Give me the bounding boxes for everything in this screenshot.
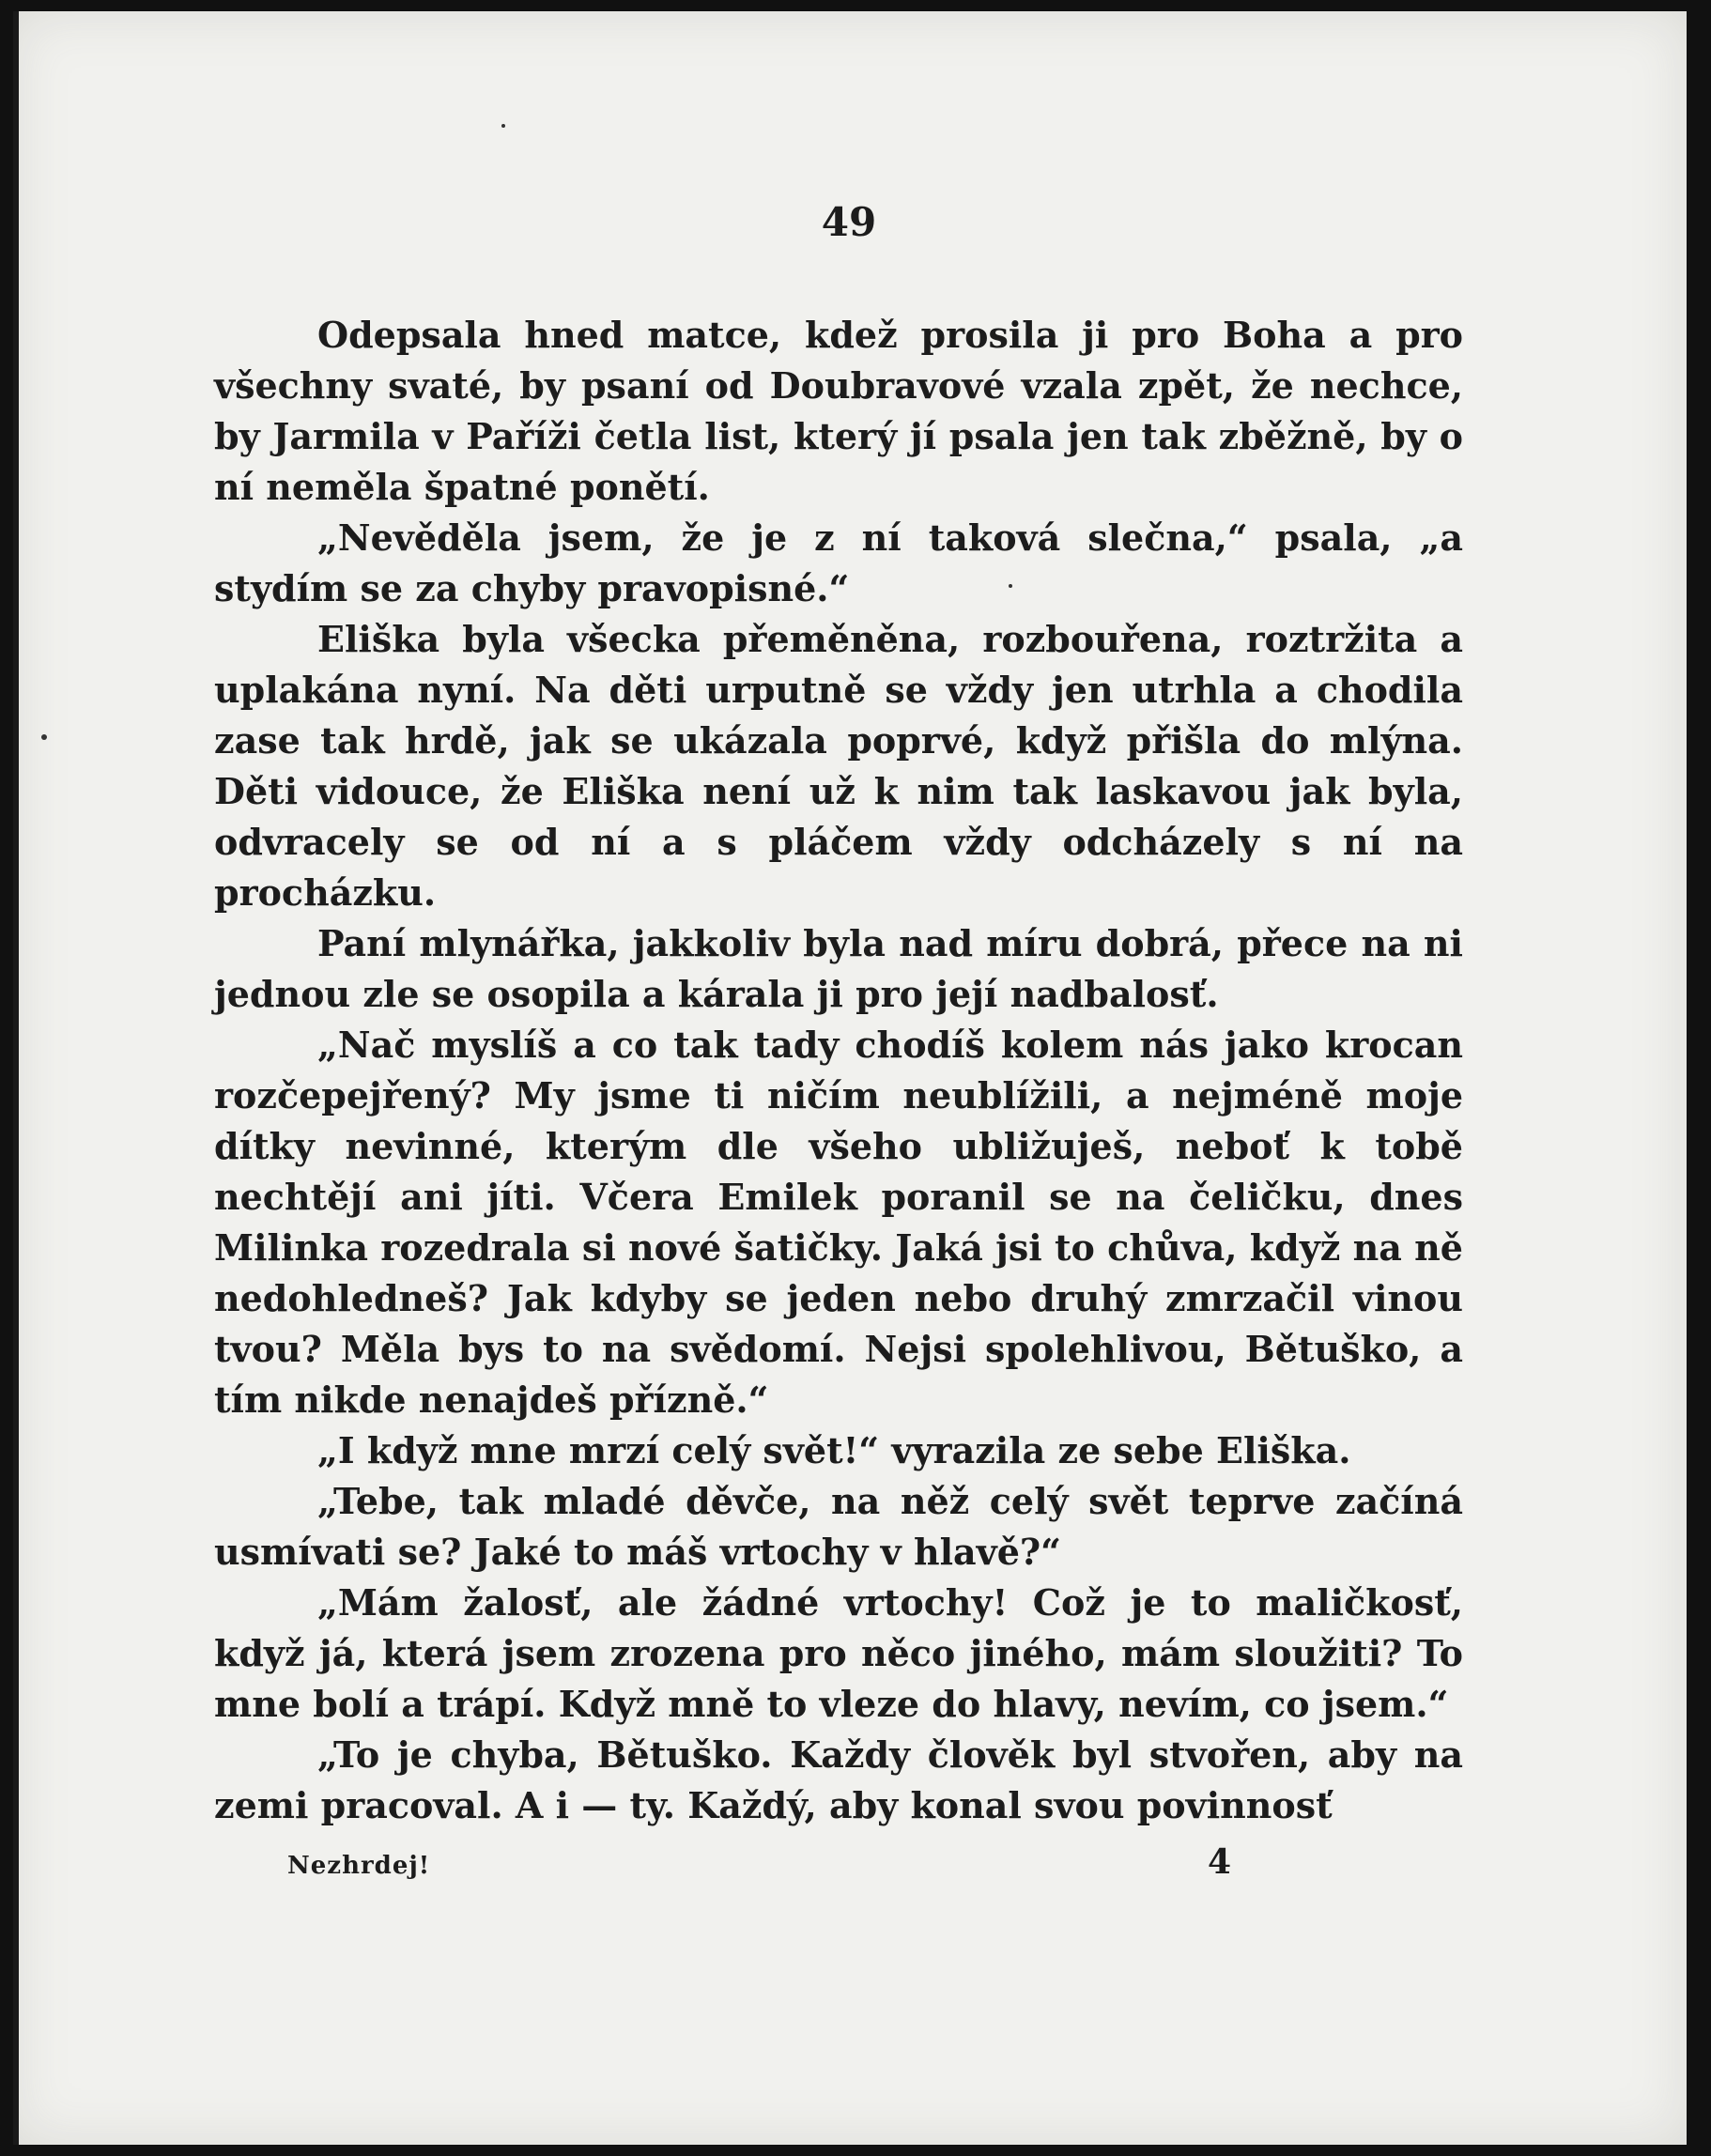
scan-speck xyxy=(501,124,505,128)
paragraph-9: „To je chyba, Bětuško. Každy člověk byl stvořen, aby na zemi pracoval. A i — ty. Každý, aby konal svou povinnosť xyxy=(214,1733,1463,1826)
footer-signature: Nezhrdej! xyxy=(287,1852,431,1880)
scan-edge-shadow xyxy=(13,11,19,2145)
scan-speck xyxy=(41,734,47,740)
scan-speck xyxy=(1009,584,1012,588)
book-page xyxy=(13,11,1687,2145)
paragraph-3: Eliška byla všecka přeměněna, rozbouřena, roztržita a uplakána nyní. Na děti urputně se vždy jen utrhla a chodila zase tak hrdě, jak se ukázala poprvé, když přišla do mlýna. Děti vidouce, že Eliška není už k nim tak laskavou jak byla, odvracely se od ní a s pláčem vždy odcházely s ní na procházku. xyxy=(214,618,1463,914)
paragraph-5: „Nač myslíš a co tak tady chodíš kolem nás jako krocan rozčepejřený? My jsme ti ničím neublížili, a nejméně moje dítky nevinné, kterým dle všeho ubližuješ, neboť k tobě nechtějí ani jíti. Včera Emilek poranil se na čeličku, dnes Milinka rozedrala si nové šatičky. Jaká jsi to chůva, když na ně nedohledneš? Jak kdyby se jeden nebo druhý zmrzačil vinou tvou? Měla bys to na svědomí. Nejsi spolehlivou, Bětuško, a tím nikde nenajdeš přízně.“ xyxy=(214,1024,1463,1421)
footer-sheet-number: 4 xyxy=(1208,1842,1232,1882)
body-text xyxy=(214,310,1463,1831)
paragraph-7: „Tebe, tak mladé děvče, na něž celý svět teprve začíná usmívati se? Jaké to máš vrtochy v hlavě?“ xyxy=(214,1480,1463,1573)
paragraph-4: Paní mlynářka, jakkoliv byla nad míru dobrá, přece na ni jednou zle se osopila a kárala ji pro její nadbalosť. xyxy=(214,922,1463,1015)
page-number: 49 xyxy=(821,199,877,245)
paragraph-1: Odepsala hned matce, kdež prosila ji pro Boha a pro všechny svaté, by psaní od Doubravové vzala zpět, že nechce, by Jarmila v Paříži četla list, který jí psala jen tak zběžně, by o ní neměla špatné ponětí. xyxy=(214,314,1463,508)
paragraph-2: „Nevěděla jsem, že je z ní taková slečna,“ psala, „a stydím se za chyby pravopisné.“ xyxy=(214,516,1463,609)
paragraph-8: „Mám žalosť, ale žádné vrtochy! Což je to maličkosť, když já, která jsem zrozena pro něco jiného, mám sloužiti? To mne bolí a trápí. Když mně to vleze do hlavy, nevím, co jsem.“ xyxy=(214,1581,1463,1725)
paragraph-6: „I když mne mrzí celý svět!“ vyrazila ze sebe Eliška. xyxy=(317,1429,1351,1471)
